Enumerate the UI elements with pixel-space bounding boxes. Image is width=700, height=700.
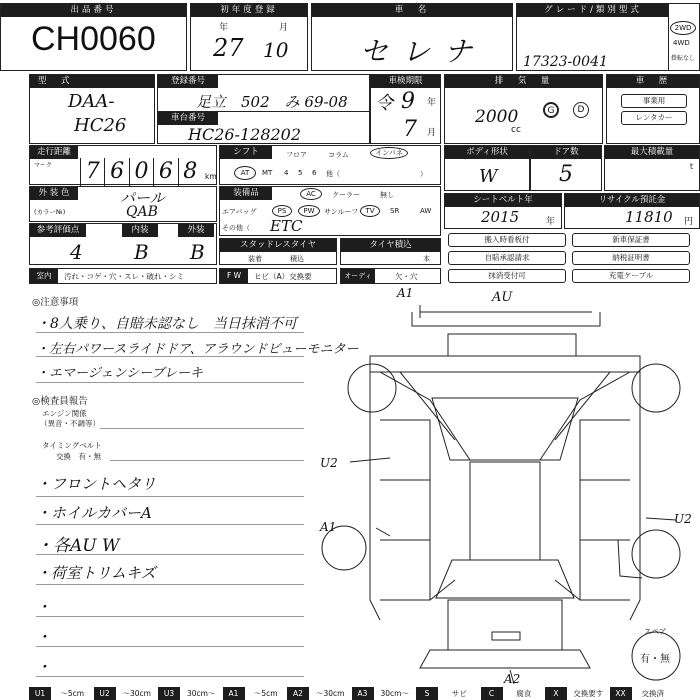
equip-ac: AC [300, 188, 322, 200]
engine-sub-label: （異音・不調等） [40, 419, 100, 428]
doors-label: ドア数 [531, 146, 601, 159]
legend-value: ～30cm [316, 689, 345, 698]
front-bumper [412, 312, 600, 326]
interior-score-value: B [134, 240, 149, 264]
interior-condition-label: 室内 [30, 269, 58, 283]
car-name-label: 車 名 [312, 4, 512, 17]
mark-au-front: AU [492, 290, 513, 305]
inspector-line-5 [36, 616, 304, 617]
seatbelt-label: シートベルト年 [445, 194, 561, 207]
equip-airbag: エアバッグ [222, 208, 257, 216]
doc-liability: 自賠承認請求 [448, 251, 566, 265]
equipment-box [219, 186, 441, 236]
first-reg-month: 10 [263, 38, 289, 62]
drive-2wd: 2WD [670, 21, 696, 35]
exterior-score-label: 外装 [178, 224, 214, 237]
legend-value: 交換要す [573, 689, 604, 698]
shift-box [219, 145, 441, 185]
timing-options: 交換 有・無 [56, 452, 101, 461]
car-name-box [311, 3, 513, 71]
mark-a2-rear: A2 [504, 672, 521, 686]
color-label: 外 装 色 [30, 187, 78, 200]
shift-4: 4 [284, 169, 289, 177]
lot-number-box [0, 3, 187, 71]
shift-at: AT [234, 166, 256, 180]
mileage-digit: 6 [153, 158, 177, 186]
inspection-month-unit: 月 [426, 128, 436, 138]
inspector-note-5: ・ [36, 598, 52, 616]
shift-5: 5 [298, 169, 303, 177]
inspector-line-4 [36, 584, 304, 585]
displacement-box [444, 74, 603, 144]
inspector-note-7: ・ [36, 658, 52, 676]
fw-items: ヒビ（A）交換要 [254, 272, 312, 281]
recycle-unit: 円 [683, 217, 693, 227]
legend-value: サビ [451, 689, 467, 698]
legend-value: ～5cm [60, 689, 85, 698]
legend-value: ～5cm [253, 689, 278, 698]
model-box [29, 74, 155, 144]
inspector-title: ◎検査員報告 [32, 396, 88, 407]
car-name-value: セレナ [360, 35, 487, 68]
tire-front-left [348, 364, 396, 412]
displacement-value: 2000 [475, 107, 519, 127]
legend-value: 腐食 [516, 689, 532, 698]
equip-sunroof: サンルーフ [324, 208, 359, 216]
body-value: W [479, 166, 498, 187]
audio-label: オーディオ [341, 269, 375, 283]
legend-key: U2 [94, 687, 116, 700]
mileage-digit: 7 [80, 158, 104, 186]
chassis-value: HC26-128202 [188, 125, 302, 144]
equip-none: 無し [380, 191, 394, 199]
load-label: 最大積載量 [605, 146, 699, 159]
doc-tax: 納税証明書 [572, 251, 690, 265]
recycle-label: リサイクル預託金 [565, 194, 699, 207]
seatbelt-box [444, 193, 562, 229]
inspector-note-2: ・ホイルカバーA [36, 504, 152, 522]
recycle-value: 11810 [625, 208, 673, 226]
inspection-year: 9 [401, 89, 415, 114]
displacement-label: 排 気 量 [445, 75, 602, 88]
legend-key: A2 [287, 687, 309, 700]
seatbelt-unit: 年 [545, 217, 555, 227]
displacement-unit: cc [511, 125, 521, 135]
tire-load-label: タイヤ積込 [341, 239, 440, 252]
legend-key: U1 [29, 687, 51, 700]
mark-a1-front: A1 [397, 286, 414, 300]
grade-value: 17323-0041 [523, 54, 608, 70]
inspector-note-6: ・ [36, 628, 52, 646]
mark-a1-left: A1 [320, 520, 337, 534]
studless-mounted: 装着 [248, 255, 262, 263]
legend-value: 交換済 [641, 689, 664, 698]
shift-floor: フロア [286, 151, 307, 159]
equip-ps: PS [272, 205, 292, 217]
mileage-digits [80, 158, 202, 186]
fuel-diesel: D [573, 102, 589, 118]
tire-front-right [632, 364, 680, 412]
inspection-era: 令 [375, 93, 393, 114]
registration-box [157, 74, 370, 144]
shift-instpanel: インパネ [370, 147, 408, 159]
doc-charger: 充電ケーブル [572, 269, 690, 283]
doc-signboard: 搬入時看板付 [448, 233, 566, 247]
drive-4wd: 4WD [673, 39, 690, 47]
history-box [606, 74, 700, 144]
legend-key: S [416, 687, 438, 700]
equipment-label: 装備品 [220, 187, 272, 200]
grade-label: グレード/類別型式 [517, 4, 669, 17]
color-box [29, 186, 217, 222]
shift-other: 他（ [326, 170, 340, 178]
note-3: ・エマージェンシーブレーキ [36, 366, 203, 381]
inspector-line-1 [36, 496, 304, 497]
inspection-label: 車検期限 [371, 75, 440, 88]
rear-plate [492, 632, 520, 640]
legend-value: 30cm～ [380, 689, 409, 698]
tailgate [448, 600, 562, 650]
fw-label: F W [220, 269, 248, 283]
mileage-digit: 8 [178, 158, 202, 186]
windshield [432, 398, 578, 460]
legend-key: C [481, 687, 503, 700]
note-1: ・8人乗り、自賠未認なし 当日抹消不可 [36, 316, 297, 332]
legend-value: ～30cm [122, 689, 151, 698]
interior-score-label: 内装 [122, 224, 158, 237]
inspector-line-6 [36, 646, 304, 647]
model-label: 型 式 [30, 75, 154, 88]
first-reg-year: 27 [213, 34, 244, 62]
reg-number-label: 登録番号 [158, 75, 218, 88]
mark-u2-right: U2 [674, 512, 692, 526]
fw-row [219, 268, 337, 284]
first-reg-unit-row: 年 月 [219, 23, 289, 33]
rear-bumper [420, 650, 590, 668]
load-box [604, 145, 700, 191]
doc-cancel: 抹消受付可 [448, 269, 566, 283]
equip-sr: SR [390, 207, 400, 215]
equip-pw: PW [298, 205, 320, 217]
shift-mt: MT [262, 169, 273, 177]
inspection-year-unit: 年 [426, 98, 436, 108]
inspector-note-4: ・荷室トリムキズ [36, 564, 156, 582]
seatbelt-value: 2015 [481, 208, 520, 226]
grade-box [516, 3, 700, 71]
legend-key: X [545, 687, 567, 700]
timing-label: タイミングベルト [42, 441, 102, 450]
recycle-box [564, 193, 700, 229]
tire-load-unit: 本 [423, 255, 430, 263]
studless-box [219, 238, 337, 265]
lot-number-value: CH0060 [31, 20, 156, 58]
drive-other: 掛転なし [671, 55, 696, 62]
equip-tv: TV [360, 205, 380, 217]
interior-condition-row [29, 268, 217, 284]
reg-number-value: 足立 502 み 69-08 [196, 93, 348, 111]
studless-label: スタッドレスタイヤ [220, 239, 336, 252]
drive-column [668, 17, 699, 71]
model-line1: DAA- [68, 91, 115, 112]
color-number-label: (カラー№) [34, 208, 66, 216]
history-label: 車 歴 [607, 75, 699, 88]
rear-window [436, 560, 574, 598]
exterior-score-value: B [190, 240, 205, 264]
engine-label: エンジン関係 [42, 409, 87, 418]
score-label: 参考評価点 [30, 224, 86, 237]
mileage-label: 走行距離 [30, 146, 78, 159]
history-rental: レンタカー [621, 111, 687, 125]
roof [470, 462, 540, 560]
spare-label: スペア [644, 627, 667, 636]
timing-line [110, 460, 304, 461]
color-value: パール [120, 189, 165, 207]
doors-box [530, 145, 602, 191]
notes-line-3 [36, 382, 304, 383]
inspector-note-3: ・各AU W [36, 536, 120, 556]
lot-number-label: 出品番号 [1, 4, 186, 17]
legend-value: 30cm～ [187, 689, 216, 698]
inspection-box [370, 74, 441, 144]
tire-load-box [340, 238, 441, 265]
legend-key: A1 [223, 687, 245, 700]
equip-other-label: その他（ [222, 224, 250, 232]
inspector-line-2 [36, 524, 304, 525]
load-unit: t [690, 162, 693, 171]
legend-key: XX [610, 687, 632, 700]
chassis-label: 車台番号 [158, 112, 218, 125]
fuel-gasoline: G [543, 102, 559, 118]
inspector-line-7 [36, 676, 304, 677]
left-side [370, 372, 380, 620]
hood [448, 334, 576, 356]
engine-line [100, 428, 304, 429]
equip-other-value: ETC [270, 217, 303, 235]
legend-key: A3 [352, 687, 374, 700]
color-code: QAB [126, 204, 158, 220]
equip-cooler: クーラー [332, 191, 360, 199]
first-registration-label: 初年度登録 [191, 4, 307, 17]
studless-loaded: 積込 [290, 255, 304, 263]
shift-other-close: ） [420, 170, 427, 178]
right-side [630, 372, 640, 620]
score-box [29, 223, 217, 265]
model-line2: HC26 [74, 115, 127, 136]
legend-key: U3 [158, 687, 180, 700]
shift-label: シフト [220, 146, 272, 159]
mileage-digit: 0 [129, 158, 153, 186]
equip-aw: AW [420, 207, 432, 215]
tire-rear-right [632, 530, 680, 578]
inspector-note-1: ・フロントヘタリ [36, 475, 157, 493]
mileage-mark-label: マーク [34, 162, 53, 169]
mileage-digit: 6 [104, 158, 128, 186]
doors-value: 5 [559, 162, 573, 187]
mileage-unit: km [205, 172, 217, 181]
shift-6: 6 [312, 169, 317, 177]
score-value: 4 [70, 240, 83, 264]
spare-value: 有・無 [640, 654, 670, 665]
damage-legend [29, 687, 700, 700]
notes-title: ◎注意事項 [32, 297, 79, 308]
mileage-box [29, 145, 217, 185]
body-box [444, 145, 530, 191]
body-label: ボディ形状 [445, 146, 529, 159]
history-business: 事業用 [621, 94, 687, 108]
note-2: ・左右パワースライドドア、アラウンドビューモニター [36, 342, 359, 357]
interior-condition-items: 汚れ・コゲ・穴・スレ・破れ・シミ [64, 272, 184, 281]
doc-warranty: 新車保証書 [572, 233, 690, 247]
audio-items: 欠・穴 [395, 272, 418, 281]
inspection-month: 7 [403, 117, 417, 142]
mark-u2-left: U2 [320, 456, 338, 470]
first-registration-box [190, 3, 308, 71]
shift-column: コラム [328, 151, 349, 159]
